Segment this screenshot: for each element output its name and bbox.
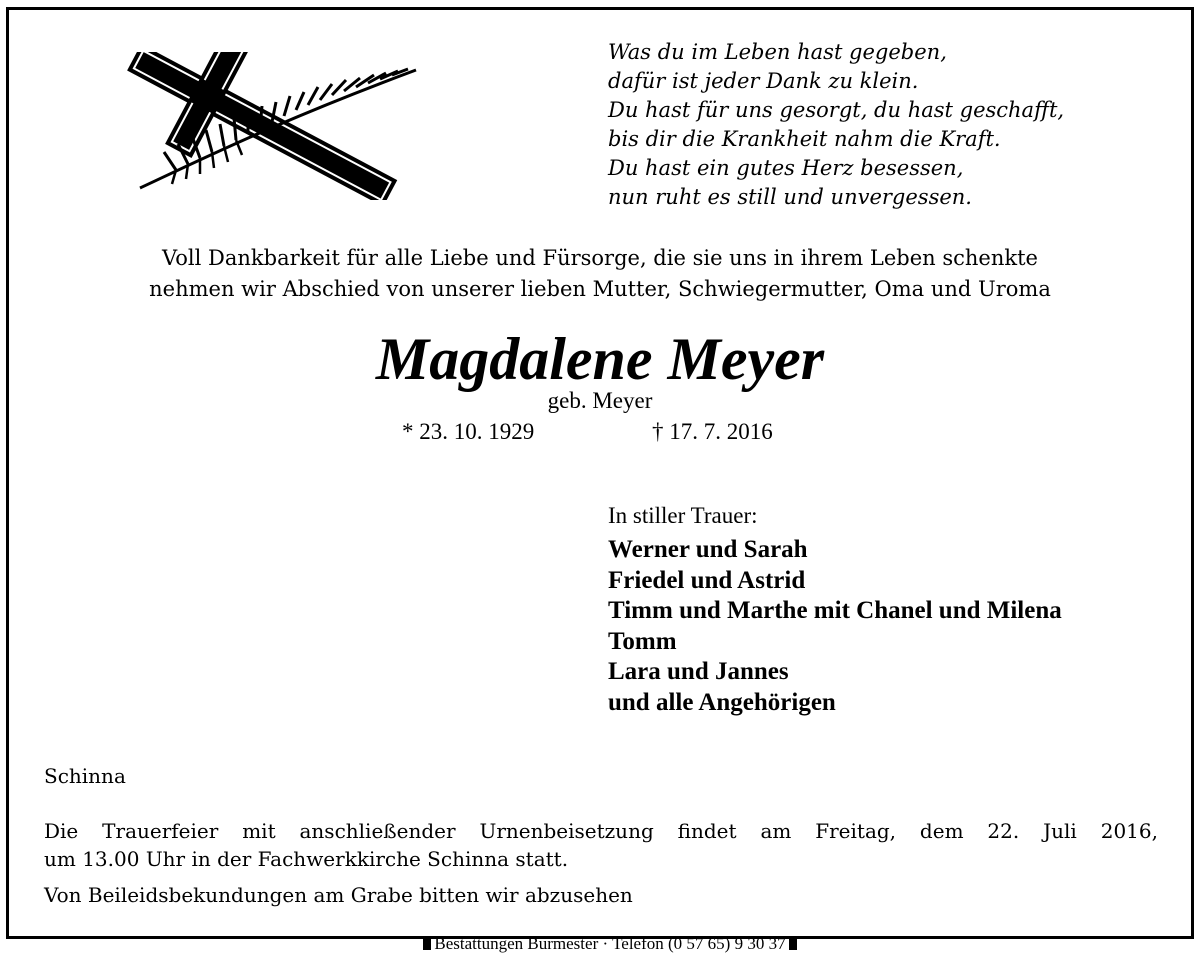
poem-line: nun ruht es still und unvergessen.	[608, 185, 972, 209]
cross-with-palm-frond-icon	[116, 52, 426, 200]
place-name: Schinna	[44, 764, 126, 788]
birth-date: * 23. 10. 1929	[402, 419, 535, 444]
poem-line: Du hast ein gutes Herz besessen,	[608, 156, 964, 180]
footer-undertaker: Bestattungen Burmester · Telefon (0 57 65) 9 30 37	[434, 934, 786, 953]
condolence-note: Von Beileidsbekundungen am Grabe bitten wir abzusehen	[44, 883, 633, 907]
deceased-name: Magdalene Meyer	[375, 326, 825, 392]
intro-line: Voll Dankbarkeit für alle Liebe und Fürsorge, die sie uns in ihrem Leben schenkte	[162, 246, 1038, 270]
poem-line: Du hast für uns gesorgt, du hast geschafft,	[608, 98, 1065, 122]
poem-line: dafür ist jeder Dank zu klein.	[608, 69, 919, 93]
mourner-entry: Tomm	[608, 627, 677, 655]
poem-verse	[608, 38, 1168, 212]
mourner-entry: Lara und Jannes	[608, 658, 789, 686]
mourners-list	[608, 535, 1178, 719]
footer-bar	[386, 934, 834, 953]
funeral-line: um 13.00 Uhr in der Fachwerkkirche Schinna statt.	[44, 847, 569, 871]
mourner-entry: und alle Angehörigen	[608, 688, 836, 716]
poem-line: bis dir die Krankheit nahm die Kraft.	[608, 127, 1001, 151]
funeral-notice	[44, 817, 1158, 873]
poem-line: Was du im Leben hast gegeben,	[608, 40, 947, 64]
intro-text	[0, 243, 1200, 305]
death-date: † 17. 7. 2016	[652, 419, 773, 444]
mourners-label: In stiller Trauer:	[608, 503, 758, 528]
mourner-entry: Timm und Marthe mit Chanel und Milena	[608, 597, 1062, 625]
intro-line: nehmen wir Abschied von unserer lieben Mutter, Schwiegermutter, Oma und Uroma	[149, 277, 1051, 301]
mourner-entry: Werner und Sarah	[608, 536, 808, 563]
funeral-line: Die Trauerfeier mit anschließender Urnenbeisetzung findet am Freitag, dem 22. Juli 2016,	[44, 819, 1158, 843]
maiden-name: geb. Meyer	[547, 388, 653, 413]
mourner-entry: Friedel und Astrid	[608, 566, 806, 594]
